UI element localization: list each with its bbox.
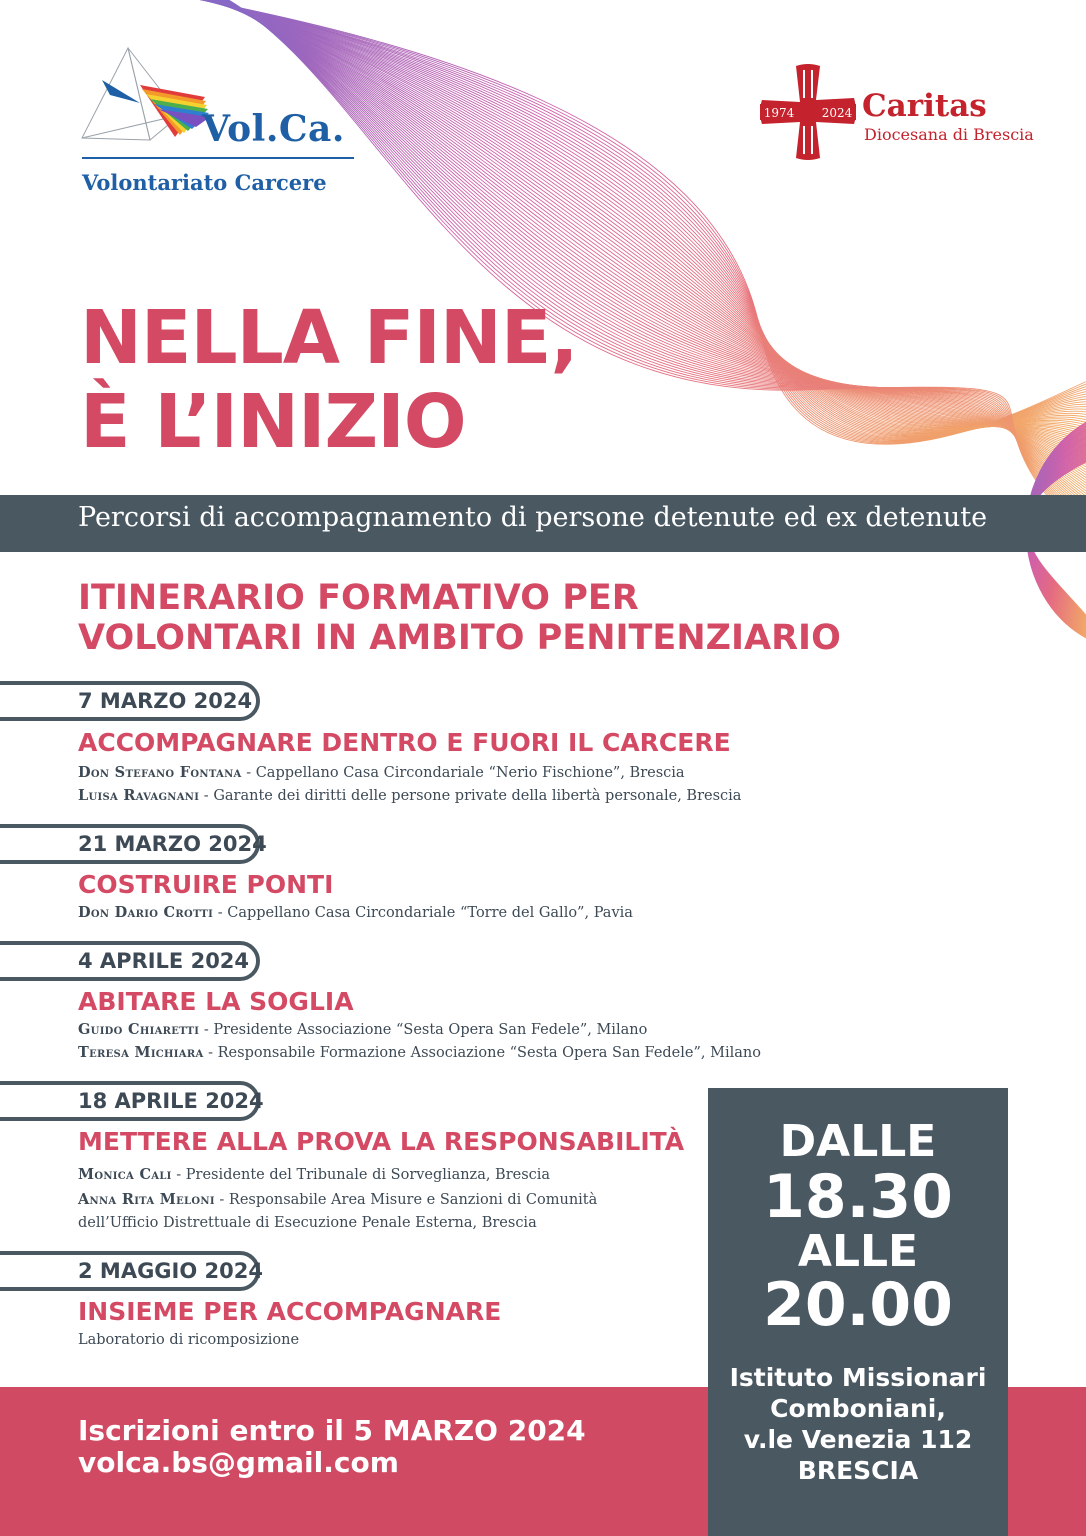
registration-email[interactable]: volca.bs@gmail.com	[78, 1446, 399, 1479]
volca-logo-name: Vol.Ca.	[202, 108, 345, 150]
speaker-role: - Garante dei diritti delle persone private della libertà personale, Brescia	[199, 788, 742, 804]
speaker-name: Anna Rita Meloni	[78, 1191, 215, 1208]
speaker-name: Luisa Ravagnani	[78, 787, 200, 804]
registration-deadline: Iscrizioni entro il 5 MARZO 2024	[78, 1414, 586, 1447]
volca-logo-subtitle: Volontariato Carcere	[82, 170, 327, 195]
speaker-line	[78, 1044, 761, 1061]
speaker-role: - Presidente Associazione “Sesta Opera San Fedele”, Milano	[199, 1022, 648, 1038]
time-venue-box	[708, 1088, 1008, 1536]
caritas-year-start: 1974	[763, 106, 795, 120]
program-heading	[78, 578, 841, 658]
caritas-logo-name: Caritas	[862, 88, 987, 124]
speaker-name: Don Stefano Fontana	[78, 764, 242, 781]
speaker-role: - Responsabile Area Misure e Sanzioni di Comunità	[214, 1192, 598, 1208]
time-to: 20.00	[763, 1270, 953, 1340]
subtitle: Percorsi di accompagnamento di persone detenute ed ex detenute	[78, 502, 988, 533]
speaker-name: Don Dario Crotti	[78, 904, 214, 921]
venue-line-1: Istituto Missionari	[729, 1363, 987, 1392]
speaker-line	[78, 1191, 597, 1208]
caritas-logo-subtitle: Diocesana di Brescia	[864, 125, 1034, 144]
venue-line-2: Comboniani,	[770, 1394, 946, 1423]
session-title: COSTRUIRE PONTI	[78, 870, 334, 899]
speaker-name: Monica Cali	[78, 1166, 172, 1183]
speaker-role: Laboratorio di ricomposizione	[78, 1332, 300, 1348]
speaker-name: Guido Chiaretti	[78, 1021, 200, 1038]
speaker-line	[78, 764, 685, 781]
time-from: 18.30	[763, 1162, 953, 1232]
speaker-line	[78, 1021, 647, 1038]
caritas-cross-logo	[758, 62, 858, 162]
session-title: ACCOMPAGNARE DENTRO E FUORI IL CARCERE	[78, 728, 731, 757]
session-date: 4 APRILE 2024	[78, 949, 250, 973]
speaker-role: - Cappellano Casa Circondariale “Torre del Gallo”, Pavia	[213, 905, 633, 921]
venue-line-4: BRESCIA	[797, 1456, 919, 1485]
main-title-line-1: NELLA FINE,	[80, 295, 578, 381]
session-date: 7 MARZO 2024	[78, 689, 253, 713]
session-date: 21 MARZO 2024	[78, 832, 267, 856]
session-title: METTERE ALLA PROVA LA RESPONSABILITÀ	[78, 1127, 685, 1156]
program-heading-line-2: VOLONTARI IN AMBITO PENITENZIARIO	[78, 618, 841, 658]
speaker-name: Teresa Michiara	[78, 1044, 204, 1061]
speaker-role: dell’Ufficio Distrettuale di Esecuzione Penale Esterna, Brescia	[78, 1215, 537, 1231]
program-heading-line-1: ITINERARIO FORMATIVO PER	[78, 578, 639, 618]
session-title: INSIEME PER ACCOMPAGNARE	[78, 1297, 502, 1326]
speaker-line	[78, 904, 633, 921]
main-title-line-2: È L’INIZIO	[80, 379, 466, 465]
caritas-year-end: 2024	[821, 106, 853, 120]
venue-line-3: v.le Venezia 112	[743, 1425, 973, 1454]
speaker-line	[78, 1214, 537, 1231]
volca-logo-divider	[82, 157, 354, 159]
speaker-line	[78, 787, 741, 804]
time-from-label: DALLE	[779, 1116, 937, 1167]
speaker-line	[78, 1331, 299, 1348]
session-date: 2 MAGGIO 2024	[78, 1259, 263, 1283]
session-title: ABITARE LA SOGLIA	[78, 987, 354, 1016]
session-date: 18 APRILE 2024	[78, 1089, 264, 1113]
time-to-label: ALLE	[797, 1226, 919, 1277]
speaker-role: - Responsabile Formazione Associazione “Sesta Opera San Fedele”, Milano	[203, 1045, 761, 1061]
main-title	[80, 296, 578, 464]
speaker-role: - Cappellano Casa Circondariale “Nerio Fischione”, Brescia	[241, 765, 685, 781]
speaker-role: - Presidente del Tribunale di Sorveglianza, Brescia	[171, 1167, 551, 1183]
speaker-line	[78, 1166, 550, 1183]
